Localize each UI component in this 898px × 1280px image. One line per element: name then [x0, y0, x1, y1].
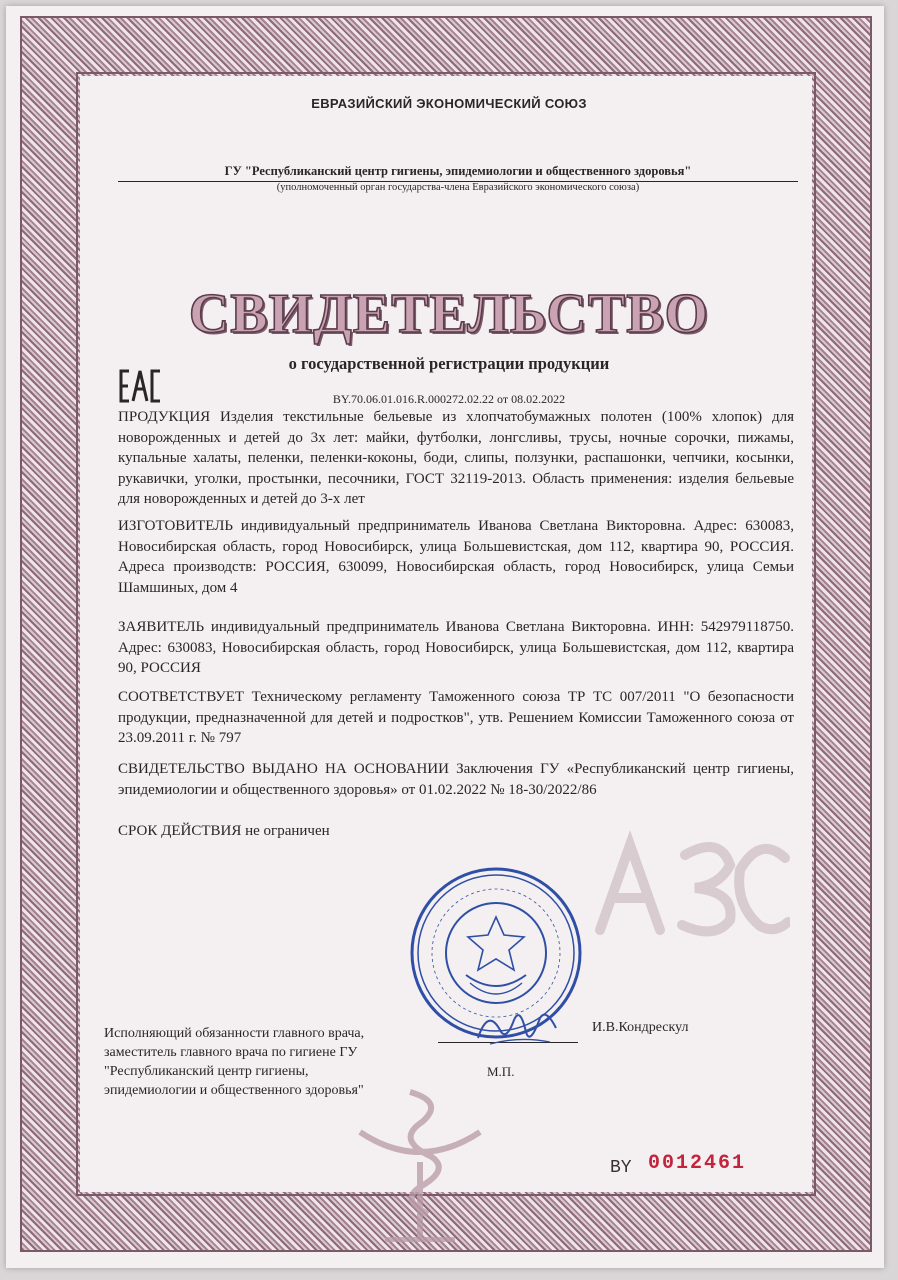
signatory-position-line: Исполняющий обязанности главного врача, — [104, 1026, 365, 1041]
signatory-position — [104, 1024, 424, 1100]
union-heading: ЕВРАЗИЙСКИЙ ЭКОНОМИЧЕСКИЙ СОЮЗ — [311, 96, 587, 111]
section-validity: СРОК ДЕЙСТВИЯ не ограничен — [118, 823, 330, 839]
section-product: ПРОДУКЦИЯ Изделия текстильные бельевые из хлопчатобумажных полотен (100% хлопок) для новорожденных и детей до 3х лет: майки, футболки, лонгсливы, трусы, ночные сорочки, пижамы, купальные халаты, пеленки, пеленки-коконы, боди, слипы, ползунки, распашонки, чепчики, косынки, рукавички, уголки, простынки, песочники, ГОСТ 32119-2013. Область применения: изделия бельевые для новорожденных и детей до 3-х лет — [118, 409, 794, 507]
signatory-position-line: заместитель главного врача по гигиене ГУ — [104, 1045, 358, 1060]
stamp-place-label: М.П. — [487, 1064, 515, 1079]
document-subtitle: о государственной регистрации продукции — [288, 354, 610, 373]
watermark-graphic — [590, 830, 790, 940]
issuing-organization-note: (уполномоченный орган государства-члена Евразийского экономического союза) — [276, 182, 640, 193]
signatory-position-line: "Республиканский центр гигиены, — [104, 1064, 309, 1079]
section-applicant: ЗАЯВИТЕЛЬ индивидуальный предприниматель Иванова Светлана Викторовна. ИНН: 542979118750. Адрес: 630083, Новосибирская область, город Новосибирск, улица Большевистская, дом 112, квартира 90, РОССИЯ — [118, 619, 794, 676]
registration-number: BY.70.06.01.016.R.000272.02.22 от 08.02.2022 — [332, 392, 566, 406]
signatory-name: И.В.Кондрескул — [592, 1020, 689, 1035]
section-basis: СВИДЕТЕЛЬСТВО ВЫДАНО НА ОСНОВАНИИ Заключения ГУ «Республиканский центр гигиены, эпидемиологии и общественного здоровья» от 01.02.2022 № 18-30/2022/86 — [118, 761, 794, 798]
issuing-organization: ГУ "Республиканский центр гигиены, эпидемиологии и общественного здоровья" — [118, 164, 798, 182]
serial-number: 0012461 — [648, 1152, 747, 1175]
signatory-position-line: эпидемиологии и общественного здоровья" — [104, 1083, 364, 1098]
serial-prefix: BY — [610, 1158, 632, 1178]
section-manufacturer: ИЗГОТОВИТЕЛЬ индивидуальный предприниматель Иванова Светлана Викторовна. Адрес: 630083, Новосибирская область, город Новосибирск, улица Большевистская, дом 112, квартира 90, РОССИЯ. Адреса производств: РОССИЯ, 630099, Новосибирская область, город Новосибирск, улица Семьи Шамшиных, дом 4 — [118, 518, 794, 596]
document-title: СВИДЕТЕЛЬСТВО — [188, 283, 710, 345]
section-conformity: СООТВЕТСТВУЕТ Техническому регламенту Таможенного союза ТР ТС 007/2011 "О безопасности продукции, предназначенной для детей и подростков", утв. Решением Комиссии Таможенного союза от 23.09.2011 г. № 797 — [118, 689, 794, 746]
handwritten-signature — [470, 998, 560, 1058]
